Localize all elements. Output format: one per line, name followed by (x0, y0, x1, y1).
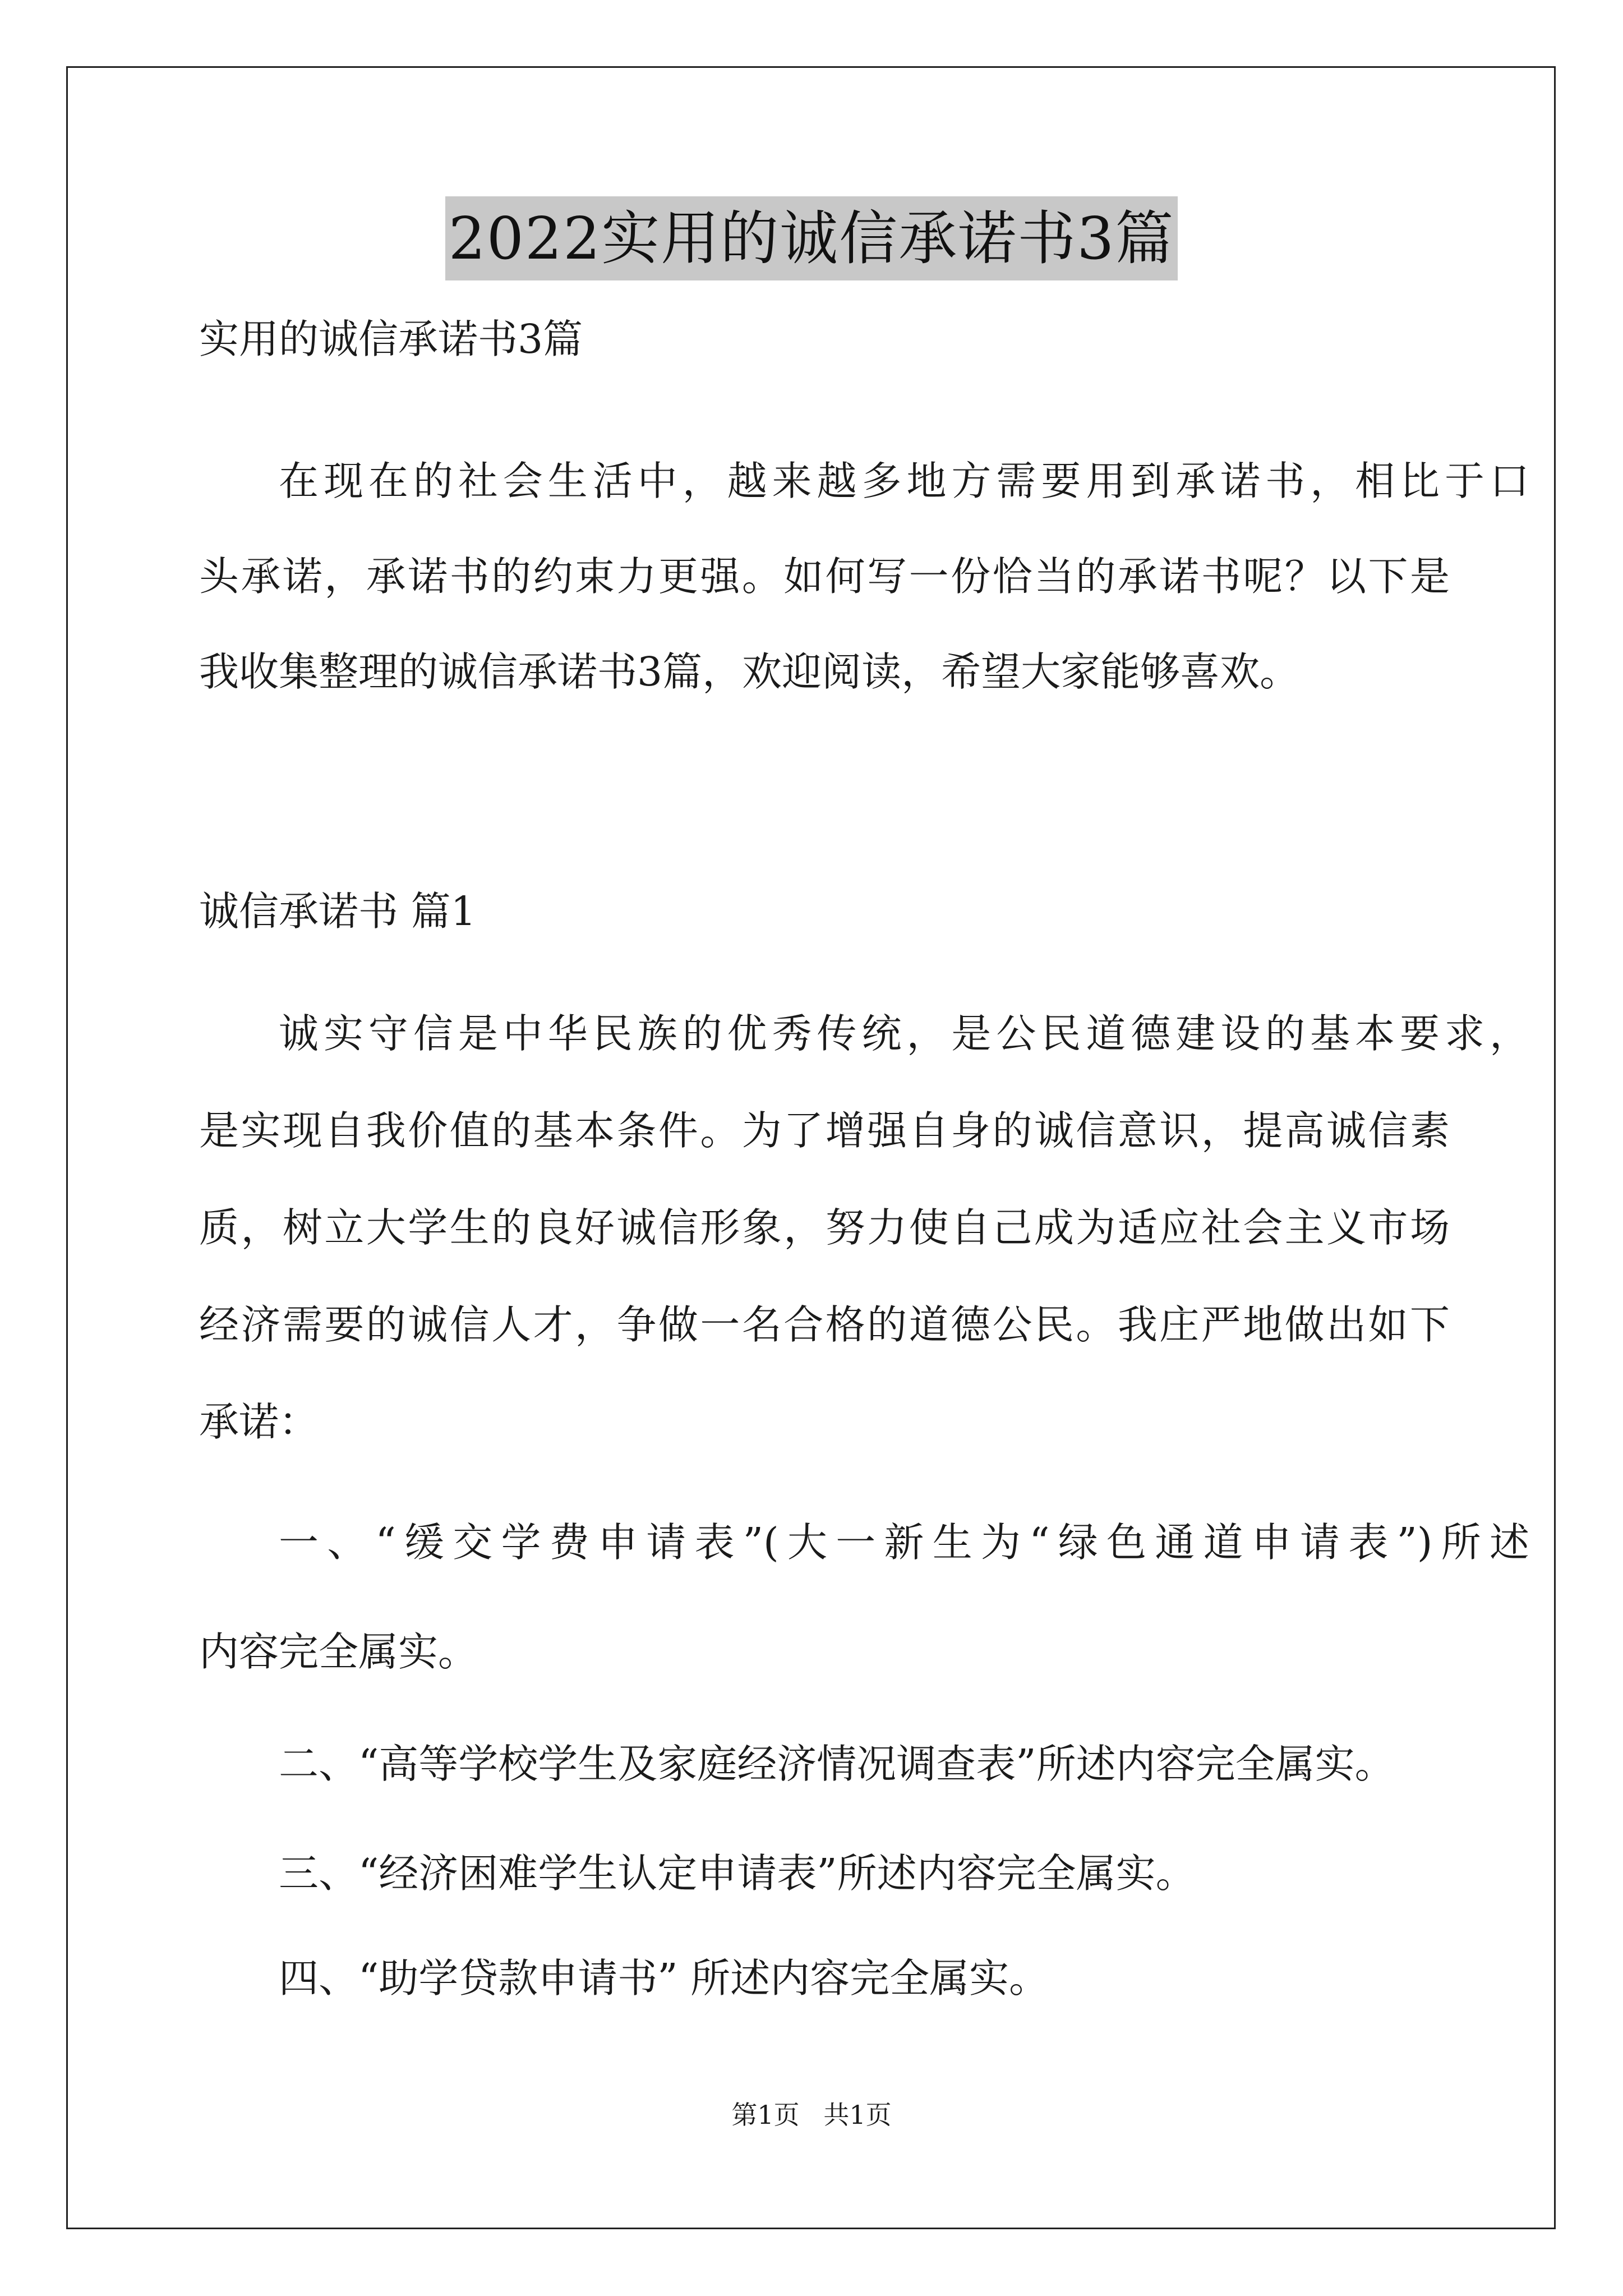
subtitle: 实用的诚信承诺书3篇 (199, 316, 583, 362)
intro-line: 头承诺，承诺书的约束力更强。如何写一份恰当的承诺书呢？以下是 (199, 553, 1450, 600)
commitment-item-one: 一、“缓交学费申请表”(大一新生为“绿色通道申请表”)所述 (279, 1519, 1529, 1566)
commitment-item-four: 四、“助学贷款申请书” 所述内容完全属实。 (279, 1955, 1049, 2001)
body-line: 诚实守信是中华民族的优秀传统，是公民道德建设的基本要求， (279, 1010, 1529, 1057)
title-container (0, 196, 1623, 280)
commitment-item-one-continued: 内容完全属实。 (199, 1628, 478, 1675)
page-number: 第1页 (731, 2100, 800, 2130)
section-heading: 诚信承诺书 篇1 (199, 888, 476, 935)
commitment-item-three: 三、“经济困难学生认定申请表”所述内容完全属实。 (279, 1850, 1196, 1897)
body-line: 承诺： (199, 1398, 319, 1445)
body-line: 质，树立大学生的良好诚信形象，努力使自己成为适应社会主义市场 (199, 1204, 1450, 1251)
intro-line: 我收集整理的诚信承诺书3篇，欢迎阅读，希望大家能够喜欢。 (199, 648, 1300, 695)
intro-line: 在现在的社会生活中，越来越多地方需要用到承诺书，相比于口 (279, 458, 1529, 504)
document-title: 2022实用的诚信承诺书3篇 (445, 196, 1178, 280)
page-total: 共1页 (823, 2100, 892, 2130)
body-line: 是实现自我价值的基本条件。为了增强自身的诚信意识，提高诚信素 (199, 1107, 1450, 1154)
body-line: 经济需要的诚信人才，争做一名合格的道德公民。我庄严地做出如下 (199, 1301, 1450, 1348)
commitment-item-two: 二、“高等学校学生及家庭经济情况调查表”所述内容完全属实。 (279, 1741, 1395, 1787)
page-footer (0, 2098, 1623, 2132)
